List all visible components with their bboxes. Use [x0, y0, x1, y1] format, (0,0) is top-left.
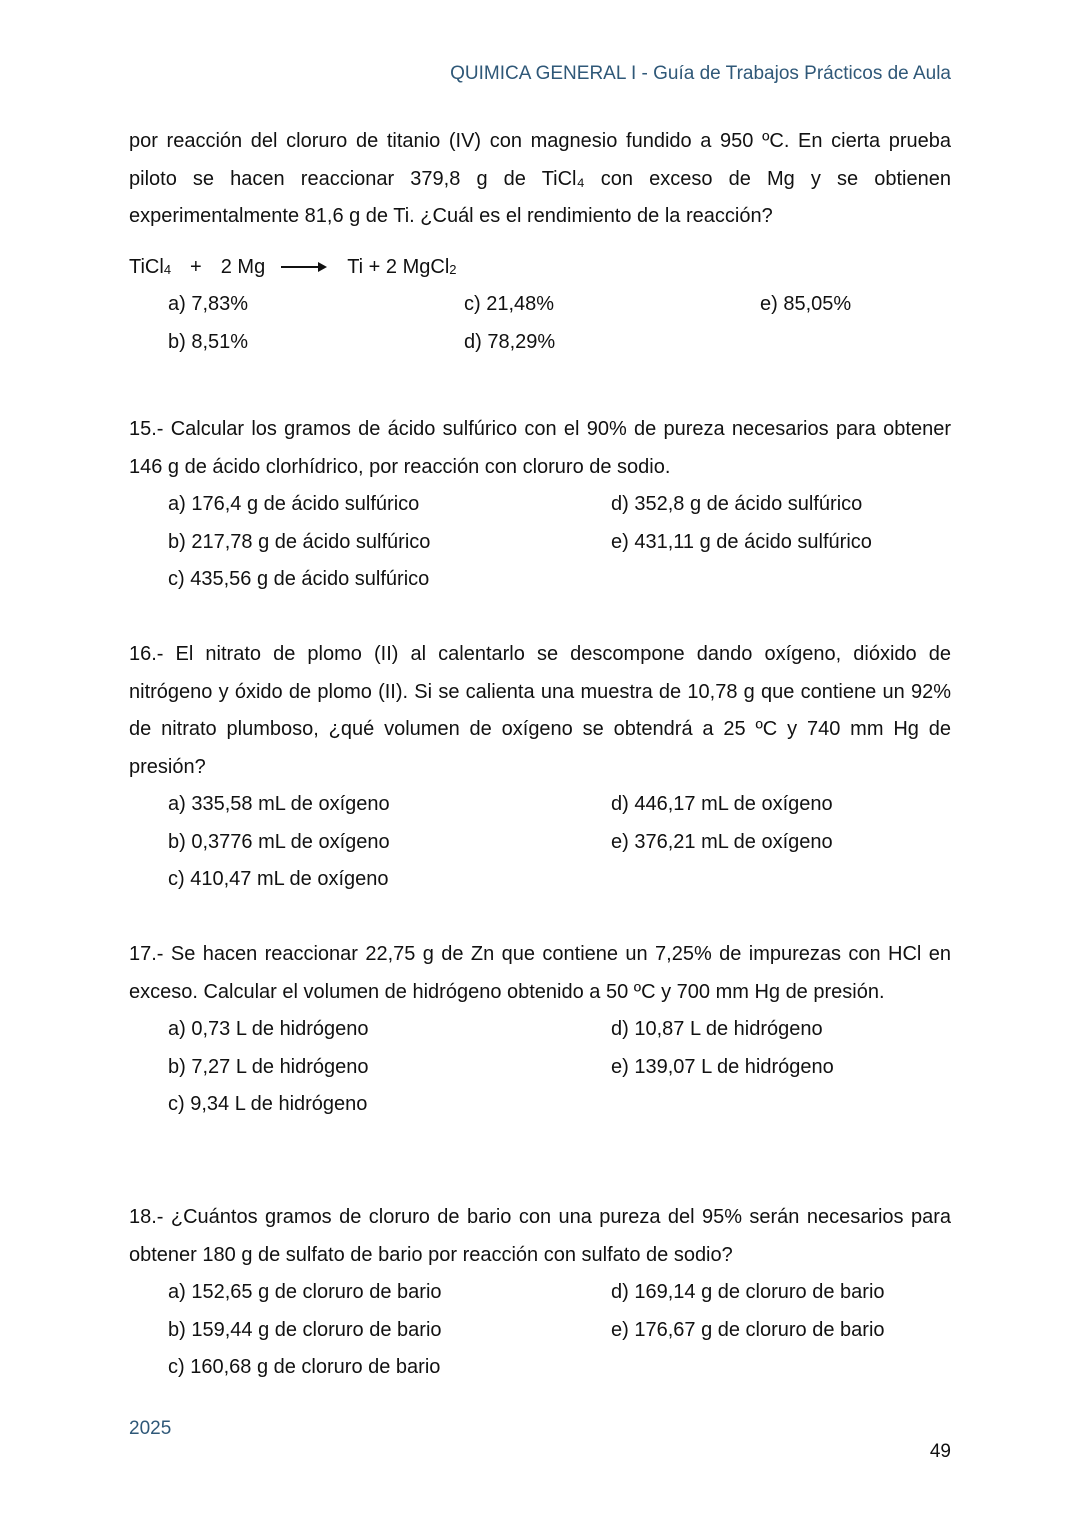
option-c: c) 9,34 L de hidrógeno [168, 1093, 368, 1115]
option-a: a) 7,83% [168, 293, 249, 315]
option-e: e) 139,07 L de hidrógeno [611, 1055, 834, 1078]
question-15 [129, 411, 951, 599]
option-d: d) 352,8 g de ácido sulfúrico [611, 493, 863, 515]
question-14-continued [129, 123, 951, 361]
question-15-text: 15.- Calcular los gramos de ácido sulfúrico con el 90% de pureza necesarios para obtener 146 g de ácido clorhídrico, por reacción con cloruro de sodio. [129, 418, 951, 478]
option-c: c) 160,68 g de cloruro de bario [168, 1356, 441, 1378]
option-e: e) 376,21 mL de oxígeno [611, 830, 833, 853]
question-14-options [168, 286, 951, 361]
option-a: a) 0,73 L de hidrógeno [168, 1018, 369, 1040]
option-e: e) 431,11 g de ácido sulfúrico [611, 530, 872, 553]
option-c: c) 21,48% [464, 293, 555, 315]
question-16-options [168, 786, 951, 899]
option-c: c) 410,47 mL de oxígeno [168, 868, 389, 890]
page-number: 49 [929, 1441, 951, 1462]
equation-reactant-2: 2 Mg [220, 255, 266, 278]
question-16-text: 16.- El nitrato de plomo (II) al calentarlo se descompone dando oxígeno, dióxido de nitrógeno y óxido de plomo (II). Si se calienta una muestra de 10,78 g que contiene un 92% de nitrato plumboso, ¿qué volumen de oxígeno se obtendrá a 25 ºC y 740 mm Hg de presión? [129, 643, 951, 778]
chemical-equation [129, 249, 951, 287]
option-b: b) 217,78 g de ácido sulfúrico [168, 530, 431, 553]
option-a: a) 335,58 mL de oxígeno [168, 793, 390, 815]
option-e: e) 176,67 g de cloruro de bario [611, 1318, 885, 1341]
option-a: a) 176,4 g de ácido sulfúrico [168, 493, 420, 515]
option-b: b) 0,3776 mL de oxígeno [168, 830, 390, 853]
question-17-text: 17.- Se hacen reaccionar 22,75 g de Zn que contiene un 7,25% de impurezas con HCl en exceso. Calcular el volumen de hidrógeno obtenido a 50 ºC y 700 mm Hg de presión. [129, 943, 951, 1003]
question-17-options [168, 1011, 951, 1124]
option-b: b) 8,51% [168, 330, 249, 353]
equation-products: Ti + 2 MgCl$_2$ [347, 255, 457, 278]
option-d: d) 446,17 mL de oxígeno [611, 793, 833, 815]
question-14-text: por reacción del cloruro de titanio (IV) con magnesio fundido a 950 ºC. En cierta prueba piloto se hacen reaccionar 379,8 g de TiCl₄ con exceso de Mg y se obtienen experimentalmente 81,6 g de Ti. ¿Cuál es el rendimiento de la reacción? [129, 130, 951, 227]
question-18-text: 18.- ¿Cuántos gramos de cloruro de bario con una pureza del 95% serán necesarios para obtener 180 g de sulfato de bario por reacción con sulfato de sodio? [129, 1206, 951, 1266]
equation-plus: + [190, 255, 202, 278]
option-a: a) 152,65 g de cloruro de bario [168, 1281, 442, 1303]
option-d: d) 78,29% [464, 330, 556, 353]
option-b: b) 159,44 g de cloruro de bario [168, 1318, 442, 1341]
reaction-arrow-icon [281, 266, 325, 268]
page-header-title: QUIMICA GENERAL I - Guía de Trabajos Prácticos de Aula [450, 63, 951, 84]
question-17 [129, 936, 951, 1124]
equation-reactant-1: TiCl$_4$ [129, 255, 172, 278]
option-d: d) 10,87 L de hidrógeno [611, 1018, 823, 1040]
question-16 [129, 636, 951, 899]
option-c: c) 435,56 g de ácido sulfúrico [168, 568, 430, 590]
option-d: d) 169,14 g de cloruro de bario [611, 1281, 885, 1303]
option-e: e) 85,05% [760, 293, 852, 315]
question-18-options [168, 1274, 951, 1387]
footer-year: 2025 [129, 1418, 172, 1439]
question-15-options [168, 486, 951, 599]
question-18 [129, 1199, 951, 1387]
option-b: b) 7,27 L de hidrógeno [168, 1055, 369, 1078]
